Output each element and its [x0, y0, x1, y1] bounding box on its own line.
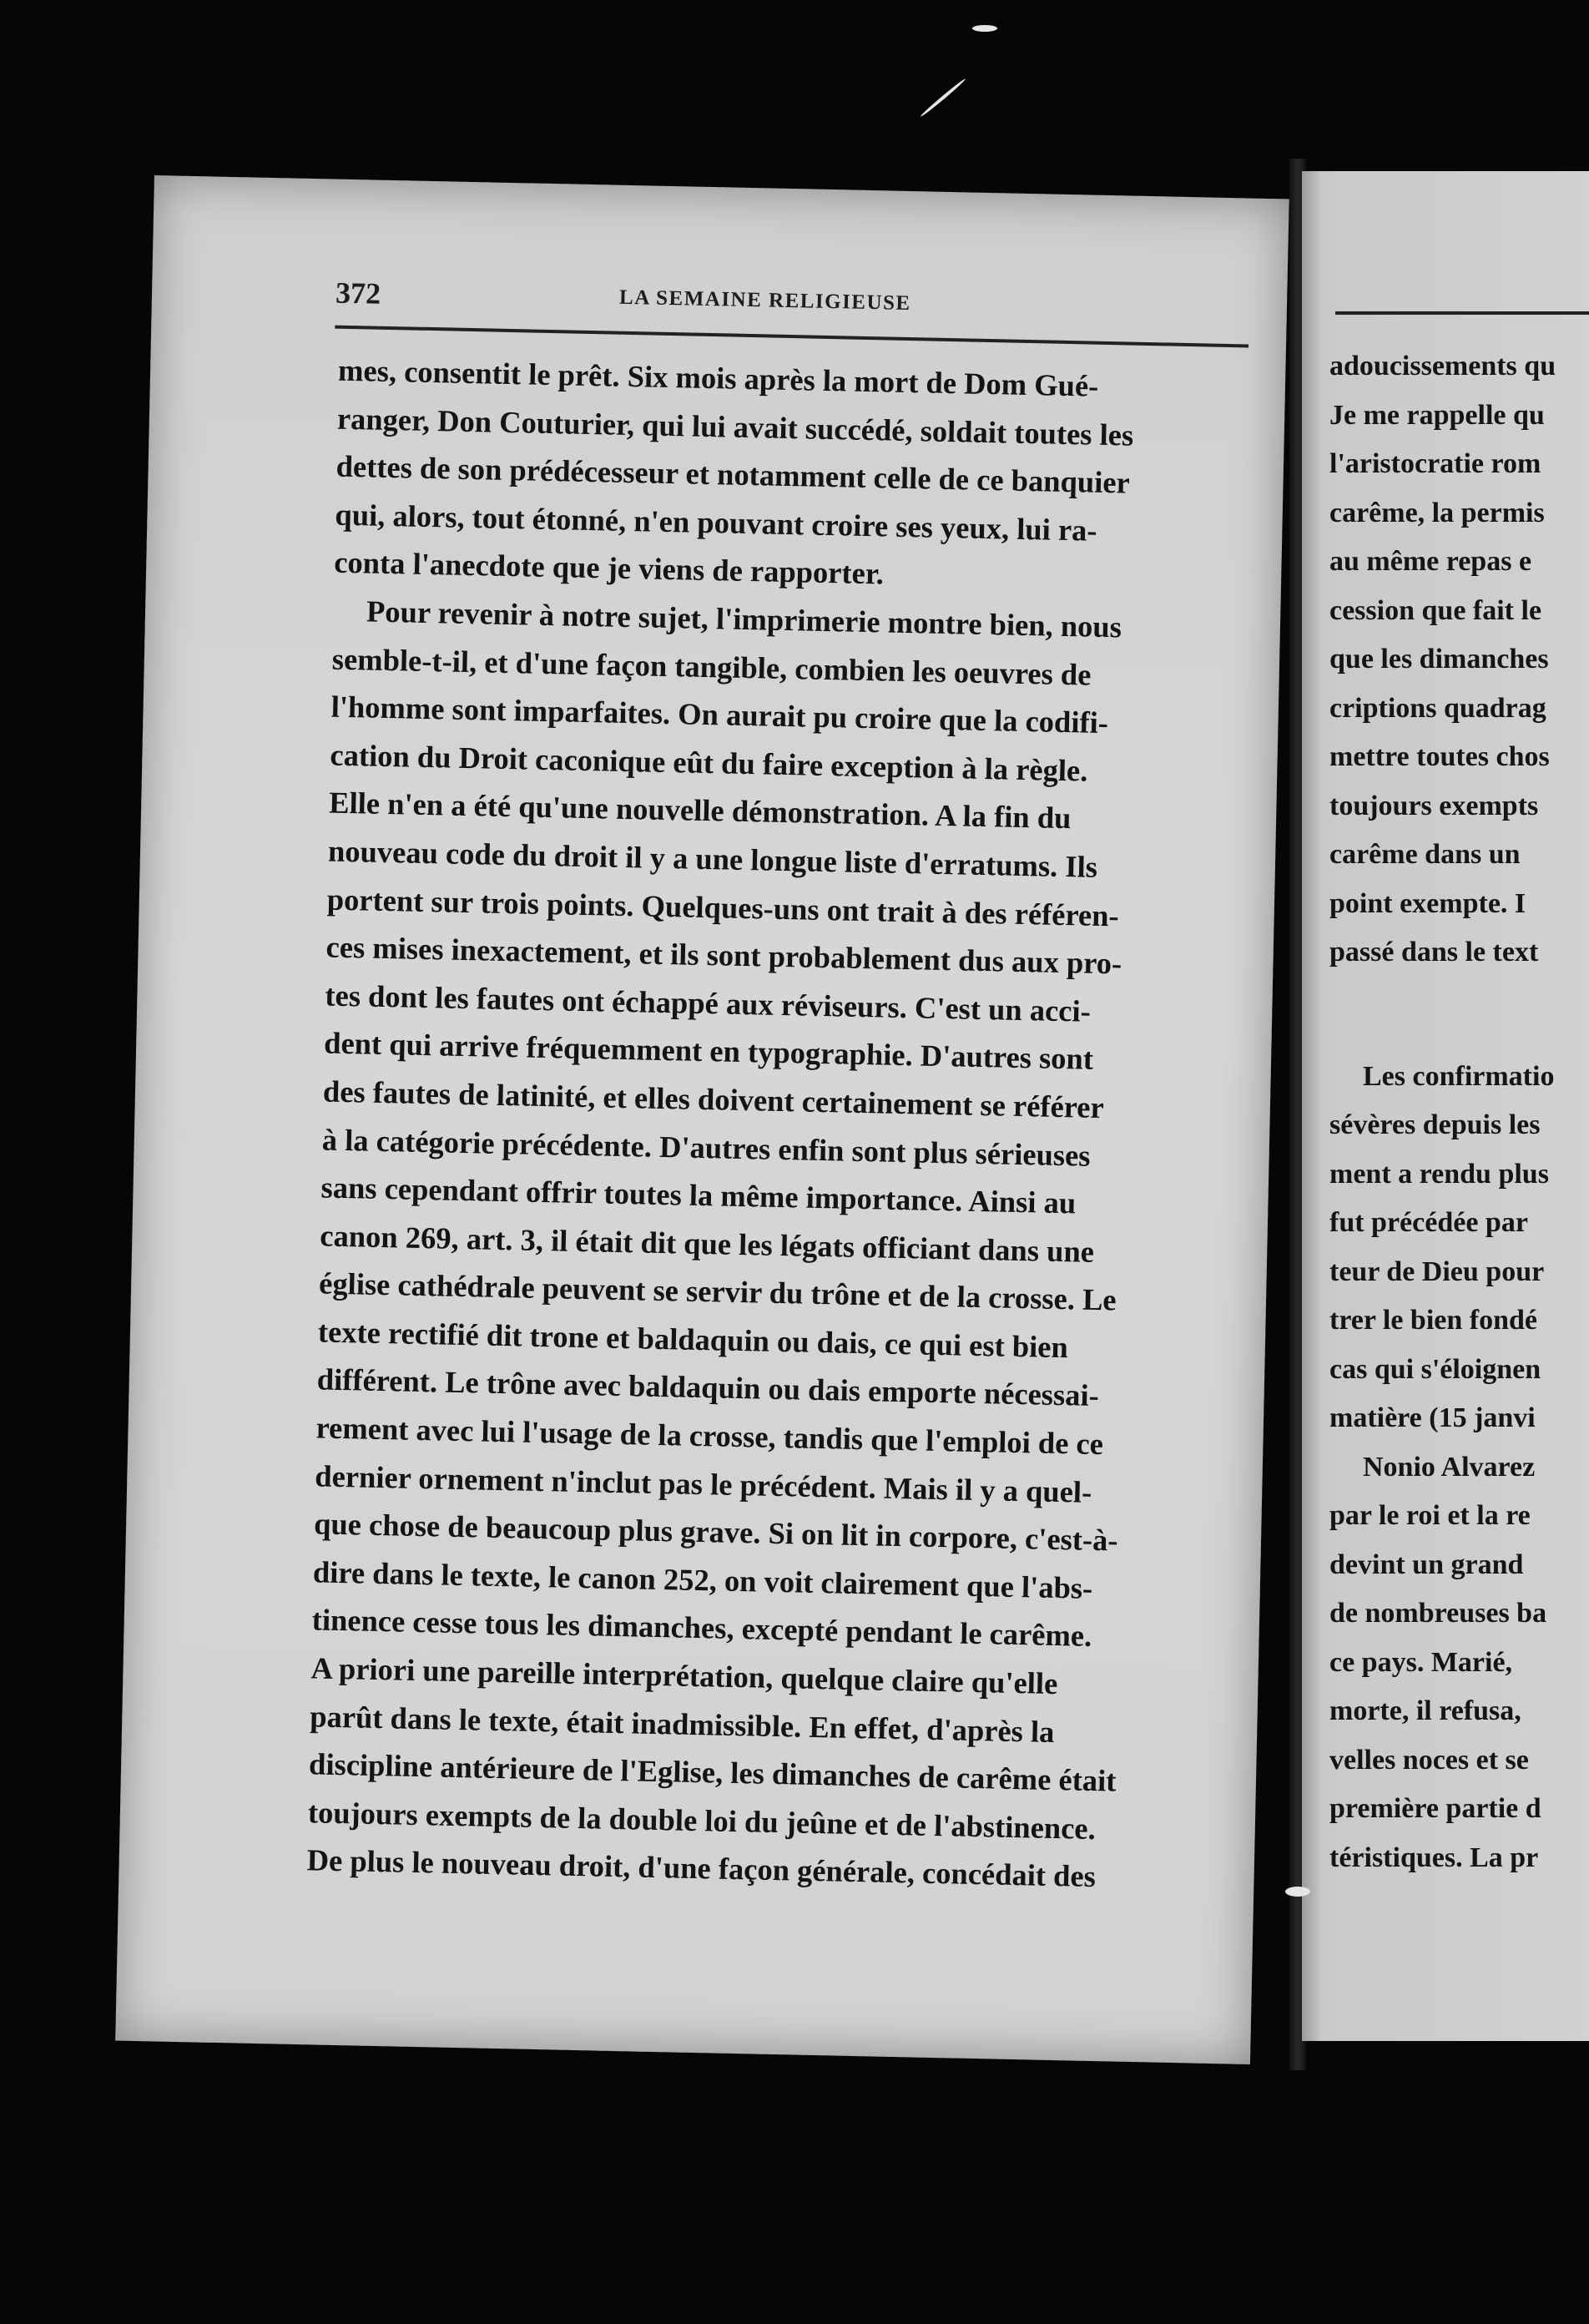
running-head: LA SEMAINE RELIGIEUSE: [618, 285, 911, 316]
right-text-line: fut précédée par: [1329, 1207, 1528, 1238]
right-text-line: trer le bien fondé: [1329, 1305, 1537, 1336]
right-text-line: velles noces et se: [1329, 1744, 1529, 1776]
text-line: des fautes de latinité, et elles doivent certainement se référer: [322, 1074, 1105, 1124]
right-text-line: teur de Dieu pour: [1329, 1255, 1545, 1287]
page-number: 372: [335, 275, 381, 311]
right-text-line: Je me rappelle qu: [1329, 399, 1545, 431]
text-line: sans cependant offrir toutes la même importance. Ainsi au: [320, 1170, 1077, 1220]
dust-speck: [1285, 1887, 1310, 1897]
right-body-text: [1329, 342, 1589, 1882]
right-text-line: carême dans un: [1329, 839, 1521, 870]
text-line: Elle n'en a été qu'une nouvelle démonstration. A la fin du: [328, 785, 1072, 836]
text-line: Pour revenir à notre sujet, l'imprimerie montre bien, nous: [366, 594, 1122, 644]
right-text-line: carême, la permis: [1329, 497, 1545, 528]
right-text-line: téristiques. La pr: [1329, 1842, 1539, 1873]
text-line: rement avec lui l'usage de la crosse, tandis que l'emploi de ce: [315, 1410, 1104, 1462]
text-line: différent. Le trône avec baldaquin ou dais emporte nécessai-: [316, 1362, 1100, 1413]
right-text-line: cas qui s'éloignen: [1329, 1353, 1541, 1385]
right-page: [1302, 171, 1589, 2041]
text-line: portent sur trois points. Quelques-uns ont trait à des référen-: [326, 882, 1120, 932]
text-line: tinence cesse tous les dimanches, excepté pendant le carême.: [311, 1602, 1092, 1654]
right-text-line: que les dimanches: [1329, 644, 1549, 674]
text-line: dire dans le texte, le canon 252, on voit clairement que l'abs-: [312, 1554, 1093, 1605]
text-line: l'homme sont imparfaites. On aurait pu croire que la codifi-: [330, 689, 1109, 740]
body-text: [306, 346, 1256, 1904]
right-header-rule: [1335, 311, 1589, 315]
right-text-line: première partie d: [1329, 1793, 1541, 1824]
text-line: mes, consentit le prêt. Six mois après la mort de Dom Gué-: [337, 352, 1099, 403]
text-line: qui, alors, tout étonné, n'en pouvant croire ses yeux, lui ra-: [335, 497, 1097, 548]
right-text-line: criptions quadrag: [1329, 692, 1546, 724]
text-line: que chose de beaucoup plus grave. Si on lit in corpore, c'est-à-: [313, 1506, 1118, 1558]
right-text-line: cession que fait le: [1329, 594, 1542, 626]
right-text-line: Les confirmatio: [1363, 1060, 1555, 1092]
text-line: parût dans le texte, était inadmissible. En effet, d'après la: [309, 1698, 1055, 1749]
right-text-line: passé dans le text: [1329, 937, 1539, 967]
right-text-line: point exempte. I: [1329, 887, 1526, 919]
right-text-line: toujours exempts: [1329, 790, 1539, 821]
text-line: canon 269, art. 3, il était dit que les légats officiant dans une: [320, 1218, 1095, 1269]
right-text-line: adoucissements qu: [1329, 351, 1556, 381]
right-text-line: sévères depuis les: [1329, 1109, 1541, 1140]
left-page: [115, 175, 1289, 2064]
text-line: semble-t-il, et d'une façon tangible, combien les oeuvres de: [331, 641, 1092, 692]
text-line: De plus le nouveau droit, d'une façon générale, concédait des: [306, 1842, 1097, 1894]
right-text-line: mettre toutes chos: [1329, 741, 1550, 772]
right-text-line: par le roi et la re: [1329, 1500, 1531, 1531]
right-text-line: au même repas e: [1329, 546, 1532, 577]
text-line: toujours exempts de la double loi du jeûne et de l'abstinence.: [307, 1795, 1097, 1846]
text-line: église cathédrale peuvent se servir du trône et de la crosse. Le: [318, 1266, 1117, 1317]
text-line: texte rectifié dit trone et baldaquin ou dais, ce qui est bien: [317, 1314, 1069, 1365]
right-text-line: ment a rendu plus: [1329, 1158, 1549, 1190]
text-line: conta l'anecdote que je viens de rapporter.: [333, 544, 885, 591]
text-line: à la catégorie précédente. D'autres enfin sont plus sérieuses: [321, 1121, 1091, 1173]
dust-speck: [920, 78, 966, 118]
right-text-line: matière (15 janvi: [1329, 1402, 1536, 1433]
right-text-line: l'aristocratie rom: [1329, 448, 1541, 479]
dust-speck: [972, 25, 997, 32]
right-text-line: devint un grand: [1329, 1548, 1524, 1580]
text-line: dernier ornement n'inclut pas le précédent. Mais il y a quel-: [314, 1458, 1092, 1509]
text-line: A priori une pareille interprétation, quelque claire qu'elle: [310, 1650, 1058, 1701]
right-text-line: morte, il refusa,: [1329, 1695, 1521, 1726]
text-line: ranger, Don Couturier, qui lui avait succédé, soldait toutes les: [336, 401, 1134, 452]
text-line: dent qui arrive fréquemment en typographie. D'autres sont: [323, 1025, 1094, 1077]
right-text-line: de nombreuses ba: [1329, 1598, 1547, 1629]
right-text-line: Nonio Alvarez: [1363, 1451, 1536, 1483]
right-text-line: ce pays. Marié,: [1329, 1646, 1513, 1678]
text-line: discipline antérieure de l'Eglise, les dimanches de carême était: [308, 1746, 1117, 1798]
text-line: nouveau code du droit il y a une longue liste d'erratums. Ils: [327, 833, 1098, 884]
text-line: ces mises inexactement, et ils sont probablement dus aux pro-: [325, 929, 1122, 981]
text-line: dettes de son prédécesseur et notamment celle de ce banquier: [335, 448, 1131, 500]
text-line: tes dont les fautes ont échappé aux réviseurs. C'est un acci-: [325, 978, 1092, 1028]
text-line: cation du Droit caconique eût du faire exception à la règle.: [330, 737, 1088, 788]
